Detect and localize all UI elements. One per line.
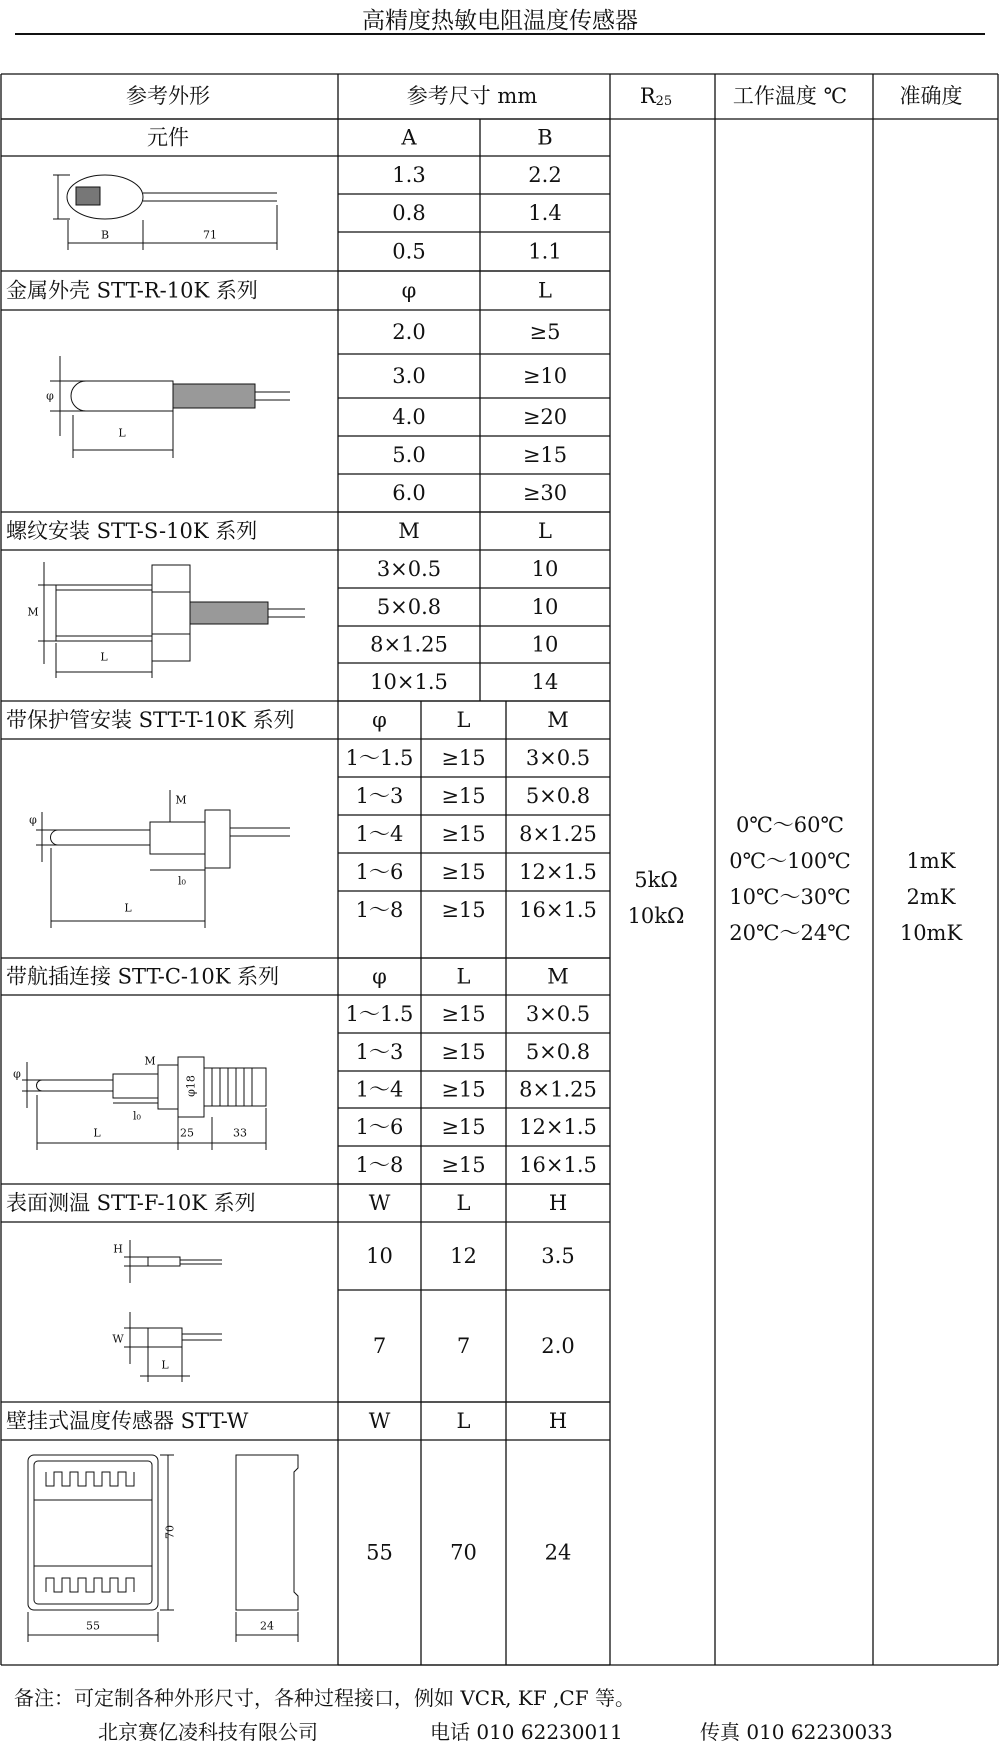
- table-cell: 0.8: [392, 201, 426, 225]
- table-cell: 10: [531, 557, 559, 581]
- aviation-plug-dim-phi18: φ18: [184, 1075, 198, 1097]
- table-cell: 8×1.25: [519, 822, 597, 846]
- table-cell: ≥15: [522, 443, 568, 467]
- section-label: 带航插连接 STT-C-10K 系列: [6, 964, 280, 989]
- temp-range-1: 0℃～60℃: [735, 813, 845, 837]
- table-cell: 1.4: [528, 201, 562, 225]
- table-cell: ≥20: [522, 405, 568, 429]
- element-dim-b: B: [100, 228, 110, 242]
- table-cell: ≥15: [441, 1002, 486, 1026]
- threaded-mount-drawing: [27, 562, 305, 678]
- header-temp: 工作温度 ℃: [732, 84, 848, 108]
- table-cell: 10: [531, 595, 559, 619]
- section-label: 表面测温 STT-F-10K 系列: [6, 1191, 256, 1215]
- section-label: 螺纹安装 STT-S-10K 系列: [6, 519, 258, 543]
- table-cell: ≥15: [441, 746, 486, 770]
- protection-tube-dim-l0: l₀: [178, 874, 186, 888]
- table-cell: 1～8: [355, 898, 404, 922]
- table-cell: 1～6: [355, 1115, 404, 1139]
- temp-range-2: 0℃～100℃: [729, 849, 851, 873]
- section-label: 带保护管安装 STT-T-10K 系列: [6, 708, 295, 732]
- table-cell: ≥5: [529, 320, 561, 344]
- table-cell: 1.3: [392, 163, 426, 187]
- metal-shell-dim-phi: φ: [46, 389, 54, 403]
- footer-phone: 电话 010 62230011: [430, 1720, 623, 1744]
- column-header: φ: [401, 278, 417, 303]
- table-cell: ≥15: [441, 898, 486, 922]
- table-cell: 4.0: [392, 405, 426, 429]
- column-header: M: [547, 964, 569, 989]
- table-cell: 12×1.5: [519, 860, 597, 884]
- r25-value-1: 5kΩ: [634, 868, 678, 892]
- surface-sensor-dim-w: W: [112, 1332, 124, 1346]
- header-r25: [640, 84, 672, 109]
- table-cell: 1～1.5: [345, 746, 414, 770]
- protection-tube-dim-phi: φ: [29, 813, 37, 827]
- column-header: H: [548, 1191, 568, 1215]
- table-cell: 12: [450, 1244, 477, 1268]
- header-accuracy: 准确度: [899, 84, 963, 108]
- table-cell: 0.5: [392, 239, 426, 264]
- merged-columns: [628, 813, 963, 945]
- wall-mount-drawing: [28, 1455, 298, 1642]
- column-header: φ: [372, 708, 387, 732]
- footer-fax: 传真 010 62230033: [700, 1720, 893, 1744]
- section-label: 金属外壳 STT-R-10K 系列: [6, 278, 258, 303]
- table-cell: 3.0: [392, 364, 426, 388]
- column-header: W: [368, 1409, 391, 1433]
- table-cell: 10×1.5: [370, 670, 448, 694]
- table-cell: 2.0: [541, 1334, 575, 1358]
- table-cell: 2.0: [392, 320, 426, 344]
- header-dimensions: 参考尺寸 mm: [406, 84, 538, 108]
- column-header: M: [547, 708, 569, 732]
- table-cell: ≥15: [441, 784, 486, 808]
- column-header: M: [398, 519, 420, 543]
- temp-range-3: 10℃～30℃: [729, 885, 851, 909]
- table-cell: 1～6: [355, 860, 404, 884]
- accuracy-value-3: 10mK: [899, 921, 963, 945]
- aviation-plug-dim-m: M: [144, 1054, 156, 1068]
- section-label: 元件: [147, 125, 189, 150]
- table-cell: 3.5: [541, 1244, 575, 1268]
- table-cell: ≥15: [441, 1040, 486, 1064]
- protection-tube-dim-l: L: [124, 901, 132, 915]
- aviation-plug-dim-33: 33: [233, 1126, 247, 1140]
- table-cell: ≥15: [441, 1077, 486, 1102]
- table-cell: ≥15: [441, 822, 486, 846]
- column-header: L: [456, 708, 471, 732]
- column-header: L: [456, 964, 471, 989]
- table-cell: 5.0: [392, 443, 426, 467]
- header-r25-main: R: [639, 84, 656, 108]
- table-cell: 5×0.8: [525, 1040, 591, 1064]
- table-cell: 1～4: [355, 1077, 404, 1102]
- column-header: L: [456, 1409, 471, 1433]
- element-drawing: [53, 175, 277, 250]
- table-cell: ≥15: [441, 860, 486, 884]
- aviation-plug-dim-l: L: [93, 1126, 101, 1140]
- table-cell: 8×1.25: [519, 1077, 597, 1102]
- table-cell: 7: [456, 1334, 471, 1358]
- accuracy-value-1: 1mK: [906, 849, 956, 873]
- table-cell: 14: [531, 670, 559, 694]
- column-header: W: [368, 1191, 391, 1215]
- threaded-mount-dim-l: L: [100, 650, 108, 664]
- table-cell: ≥15: [441, 1115, 486, 1139]
- aviation-plug-drawing: [13, 1055, 266, 1151]
- table-cell: 1～8: [355, 1153, 404, 1177]
- table-cell: 10: [531, 632, 559, 657]
- table-cell: 70: [450, 1540, 477, 1565]
- header-appearance: 参考外形: [126, 84, 210, 108]
- aviation-plug-dim-phi: φ: [13, 1067, 21, 1081]
- table-cell: 6.0: [392, 481, 426, 505]
- protection-tube-dim-m: M: [175, 793, 187, 807]
- threaded-mount-dim-m: M: [27, 605, 39, 619]
- table-cell: 7: [372, 1334, 387, 1358]
- table-cell: 16×1.5: [519, 1153, 597, 1177]
- surface-sensor-drawing: [112, 1240, 222, 1382]
- table-cell: 2.2: [528, 163, 562, 187]
- table-cell: 1.1: [528, 239, 562, 264]
- column-header: H: [548, 1409, 568, 1433]
- protection-tube-drawing: [29, 790, 290, 928]
- note: 备注：可定制各种外形尺寸，各种过程接口，例如 VCR, KF ,CF 等。: [14, 1686, 635, 1710]
- table-cell: 1～4: [355, 822, 404, 846]
- temp-range-4: 20℃～24℃: [729, 921, 851, 945]
- footer-company: 北京赛亿凌科技有限公司: [98, 1720, 318, 1744]
- table-cell: ≥15: [441, 1153, 486, 1177]
- table-cell: 55: [366, 1540, 393, 1565]
- table-cell: 3×0.5: [525, 1002, 591, 1026]
- surface-sensor-dim-h: H: [113, 1242, 123, 1256]
- metal-shell-drawing: [46, 356, 290, 458]
- aviation-plug-dim-25: 25: [180, 1126, 194, 1140]
- table-cell: 1～1.5: [345, 1002, 414, 1026]
- table-header: [126, 84, 963, 109]
- surface-sensor-dim-l: L: [161, 1358, 169, 1372]
- table-cell: ≥30: [522, 481, 568, 505]
- wall-mount-dim-55: 55: [86, 1619, 100, 1633]
- column-header: A: [401, 125, 417, 150]
- header-r25-sub: 25: [655, 93, 673, 109]
- table-cell: 5×0.8: [525, 784, 591, 808]
- wall-mount-dim-24: 24: [260, 1619, 274, 1633]
- element-dim-length: 71: [203, 228, 217, 242]
- column-header: L: [538, 278, 552, 303]
- table-cell: 3×0.5: [525, 746, 591, 770]
- column-header: L: [538, 519, 552, 543]
- wall-mount-dim-70: 70: [163, 1525, 177, 1539]
- accuracy-value-2: 2mK: [906, 885, 956, 909]
- table-cell: 1～3: [355, 1040, 404, 1064]
- metal-shell-dim-l: L: [118, 426, 126, 440]
- page-title: 高精度热敏电阻温度传感器: [362, 8, 638, 34]
- r25-value-2: 10kΩ: [627, 904, 685, 928]
- table-cell: 16×1.5: [519, 898, 597, 922]
- table-cell: 8×1.25: [370, 632, 448, 657]
- table-cell: 1～3: [355, 784, 404, 808]
- table-cell: ≥10: [522, 364, 568, 388]
- table-cell: 24: [544, 1540, 572, 1565]
- table-cell: 3×0.5: [376, 557, 442, 581]
- column-header: B: [537, 125, 553, 150]
- table-cell: 12×1.5: [519, 1115, 597, 1139]
- column-header: φ: [372, 964, 387, 989]
- aviation-plug-dim-l0: l₀: [133, 1109, 141, 1123]
- section-label: 壁挂式温度传感器 STT-W: [6, 1409, 249, 1433]
- table-cell: 5×0.8: [376, 595, 442, 619]
- column-header: L: [456, 1191, 471, 1215]
- table-cell: 10: [366, 1244, 393, 1268]
